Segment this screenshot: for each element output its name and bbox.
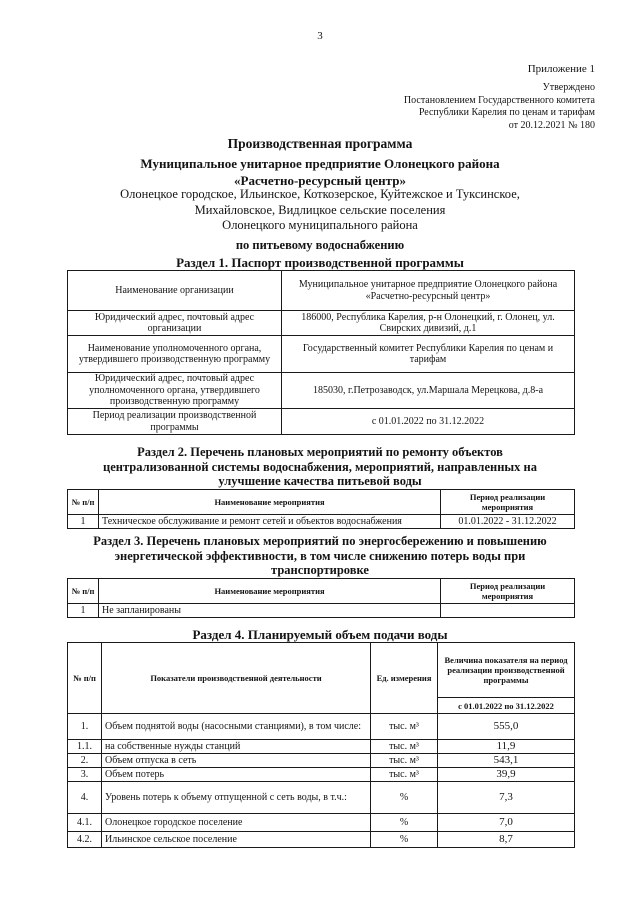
section3-title-line: транспортировке [271,563,369,577]
passport-value: 185030, г.Петрозаводск, ул.Маршала Мерецкова, д.8-а [282,373,575,409]
row-value: 555,0 [438,714,575,740]
passport-label: Период реализации производственной программы [68,409,282,435]
approval-line: Республики Карелия по ценам и тарифам [418,107,595,118]
section3-title [0,534,640,578]
row-num: 1.1. [68,740,102,754]
row-indicator: Ильинское сельское поселение [102,832,371,848]
approval-line: Утверждено [542,82,595,93]
section4-title: Раздел 4. Планируемый объем подачи воды [192,627,448,642]
row-value: 7,3 [438,782,575,814]
approval-line: Постановлением Государственного комитета [403,94,595,106]
col-num-header: № п/п [68,643,102,714]
row-indicator: Объем потерь [102,768,371,782]
col-name-header: Наименование мероприятия [99,579,441,604]
row-indicator: Уровень потерь к объему отпущенной с сеть воды, в т.ч.: [102,782,371,814]
row-num: 1 [68,604,99,618]
approval-block [404,82,595,132]
repair-measures-table [67,489,575,529]
organization-name [0,155,640,189]
row-num: 1. [68,714,102,740]
col-indicator-header: Показатели производственной деятельности [102,643,371,714]
col-num-header: № п/п [68,490,99,515]
passport-value: Государственный комитет Республики Карелия по ценам и тарифам [282,336,575,373]
row-value: 39,9 [438,768,575,782]
col-value-header: Величина показателя на период реализации производственной программы [438,643,575,698]
section3-title-line: Раздел 3. Перечень плановых мероприятий по энергосбережению и повышению [93,534,547,548]
col-period-header: Период реализации мероприятия [441,490,575,515]
row-value: 7,0 [438,814,575,832]
water-supply-table [67,642,575,848]
row-name: Техническое обслуживание и ремонт сетей и объектов водоснабжения [99,515,441,529]
organization-line: Муниципальное унитарное предприятие Олонецкого района [140,156,500,171]
row-unit: тыс. м³ [371,768,438,782]
row-value: 543,1 [438,754,575,768]
passport-table [67,270,575,435]
row-unit: % [371,832,438,848]
col-name-header: Наименование мероприятия [99,490,441,515]
row-name: Не запланированы [99,604,441,618]
program-subject: по питьевому водоснабжению [235,238,405,252]
appendix-label: Приложение 1 [527,63,595,75]
passport-label: Юридический адрес, почтовый адрес уполномоченного органа, утвердившего производственную программу [68,373,282,409]
row-num: 3. [68,768,102,782]
passport-label: Наименование организации [68,271,282,311]
row-value: 8,7 [438,832,575,848]
row-num: 4.2. [68,832,102,848]
row-unit: тыс. м³ [371,754,438,768]
document-title: Производственная программа [227,136,413,151]
page-number: 3 [317,30,323,42]
row-num: 1 [68,515,99,529]
section3-title-line: энергетической эффективности, в том числе снижению потерь воды при [114,548,526,563]
passport-label: Наименование уполномоченного органа, утвердившего производственную программу [68,336,282,373]
row-indicator: Объем поднятой воды (насосными станциями), в том числе: [102,714,371,740]
section2-title-line: Раздел 2. Перечень плановых мероприятий по ремонту объектов [137,445,503,459]
row-period [441,604,575,618]
row-unit: % [371,782,438,814]
section2-title-line: улучшение качества питьевой воды [218,474,422,488]
row-num: 4.1. [68,814,102,832]
energy-measures-table [67,578,575,618]
row-unit: тыс. м³ [371,740,438,754]
row-unit: тыс. м³ [371,714,438,740]
approval-line: от 20.12.2021 № 180 [508,119,595,131]
col-num-header: № п/п [68,579,99,604]
row-indicator: Объем отпуска в сеть [102,754,371,768]
settlements [0,187,640,234]
settlements-line: Олонецкого муниципального района [222,218,418,232]
passport-value: Муниципальное унитарное предприятие Олонецкого района «Расчетно-ресурсный центр» [282,271,575,311]
section1-title: Раздел 1. Паспорт производственной программы [176,255,464,270]
row-indicator: на собственные нужды станций [102,740,371,754]
row-value: 11,9 [438,740,575,754]
passport-value: 186000, Республика Карелия, р-н Олонецкий, г. Олонец, ул. Свирских дивизий, д.1 [282,311,575,336]
row-num: 4. [68,782,102,814]
passport-label: Юридический адрес, почтовый адрес организации [68,311,282,336]
row-period: 01.01.2022 - 31.12.2022 [441,515,575,529]
section2-title-line: централизованной системы водоснабжения, мероприятий, направленных на [103,459,537,474]
col-unit-header: Ед. измерения [371,643,438,714]
section2-title [0,445,640,489]
col-period-header: с 01.01.2022 по 31.12.2022 [438,698,575,714]
row-unit: % [371,814,438,832]
organization-line: «Расчетно-ресурсный центр» [234,173,406,188]
passport-value: с 01.01.2022 по 31.12.2022 [282,409,575,435]
row-indicator: Олонецкое городское поселение [102,814,371,832]
settlements-line: Олонецкое городское, Ильинское, Коткозерское, Куйтежское и Туксинское, [120,187,520,201]
settlements-line: Михайловское, Видлицкое сельские поселения [194,202,446,217]
col-period-header: Период реализации мероприятия [441,579,575,604]
row-num: 2. [68,754,102,768]
